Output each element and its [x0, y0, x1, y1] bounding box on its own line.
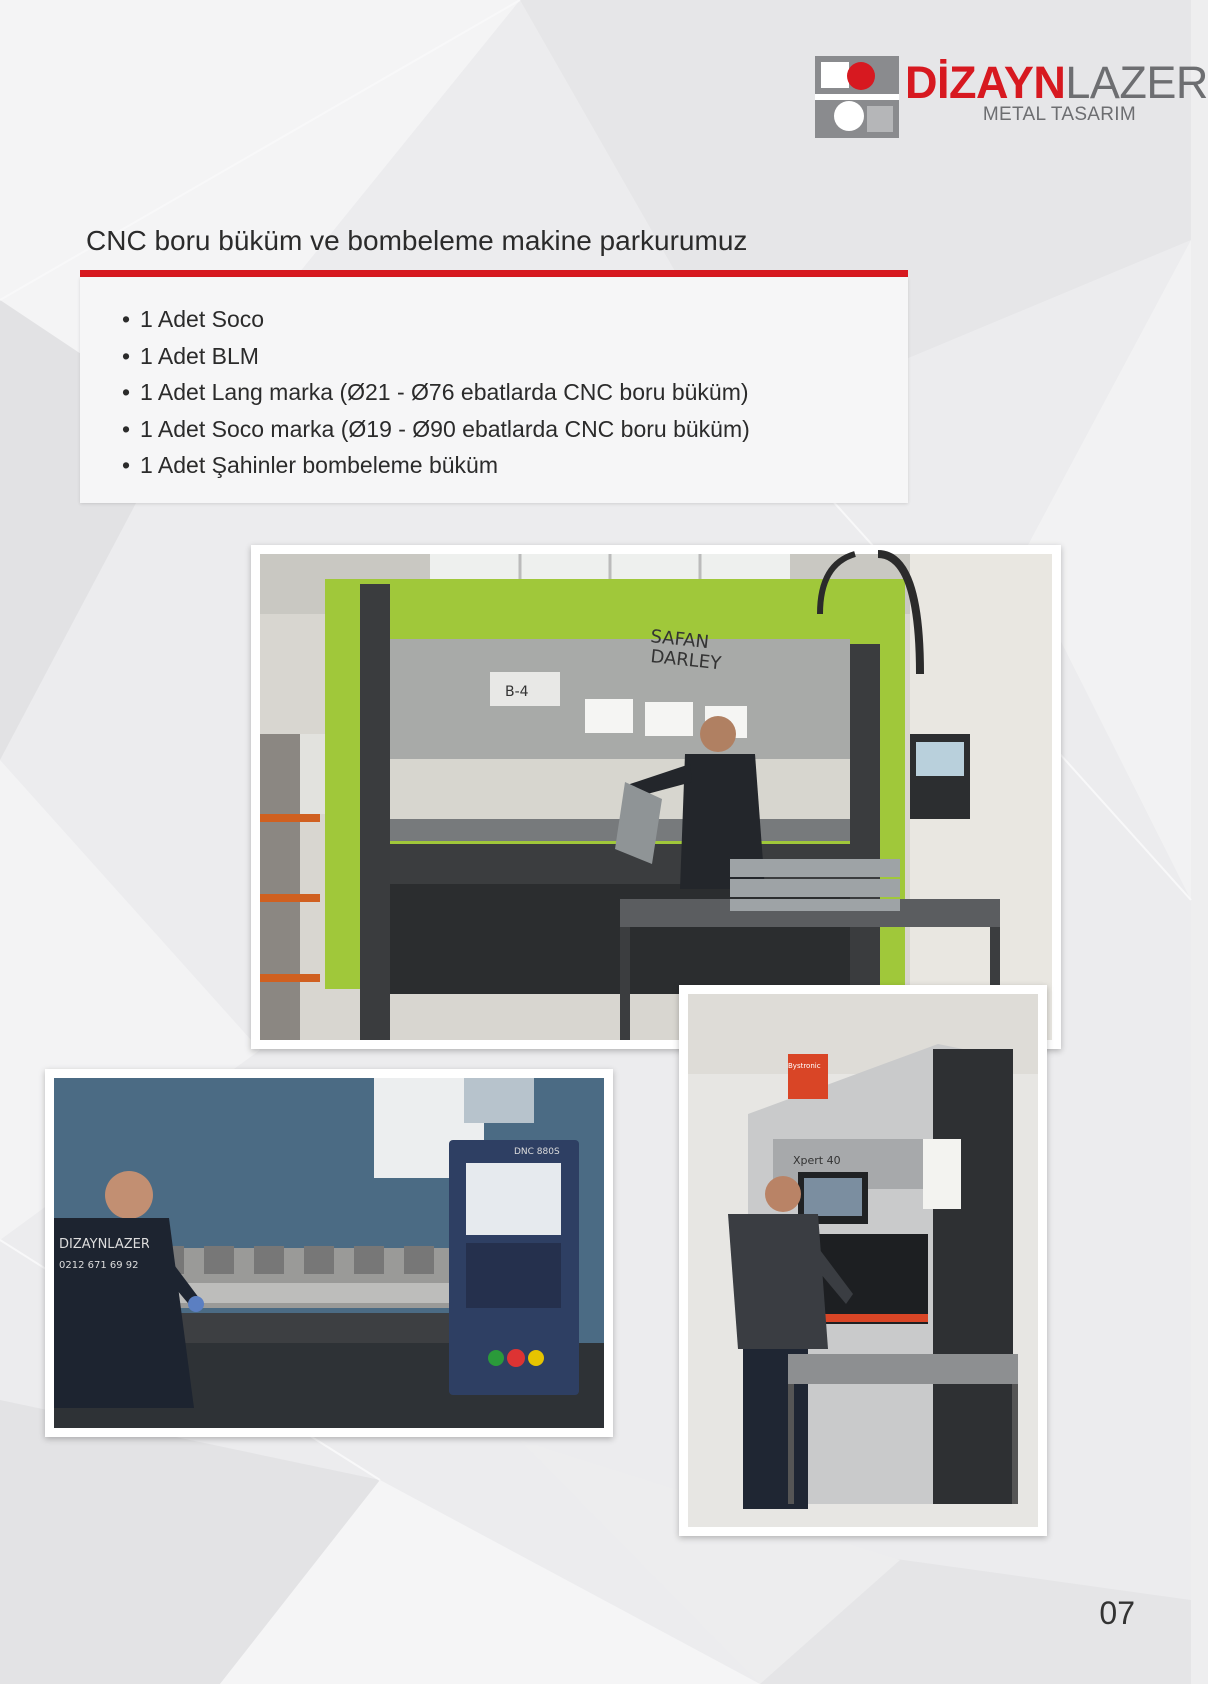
logo-name-red: DİZAYN — [905, 57, 1066, 108]
logo-wordmark — [905, 58, 1208, 108]
bullet-icon: • — [122, 379, 131, 405]
list-item: • 1 Adet Soco marka (Ø19 - Ø90 ebatlarda CNC boru büküm) — [122, 411, 908, 448]
bullet-icon: • — [122, 306, 131, 332]
list-item: • 1 Adet BLM — [122, 338, 908, 375]
bullet-icon: • — [122, 415, 131, 442]
logo-name-grey: LAZER — [1065, 57, 1208, 108]
station-tag: B-4 — [505, 684, 529, 700]
press-brake-dnc-image — [54, 1078, 604, 1428]
company-logo — [815, 56, 1208, 138]
section-title: CNC boru büküm ve bombeleme makine parkurumuz — [86, 225, 748, 256]
title-underline — [80, 270, 908, 277]
photo-press-brake-dnc — [45, 1069, 613, 1437]
list-item: • 1 Adet Lang marka (Ø21 - Ø76 ebatlarda CNC boru büküm) — [122, 374, 908, 411]
equipment-list — [80, 277, 908, 484]
machine-brand-safan: SAFAN — [649, 626, 710, 654]
press-brake-green-image — [260, 554, 1052, 1040]
list-item: • 1 Adet Şahinler bombeleme büküm — [122, 447, 908, 484]
jacket-logo-text: DIZAYNLAZER — [59, 1237, 150, 1252]
machine-brand-darley: DARLEY — [649, 646, 723, 675]
logo-mark-icon — [815, 56, 899, 138]
equipment-list-box — [80, 277, 908, 503]
logo-tagline: METAL TASARIM — [982, 104, 1136, 125]
machine-model-label: Xpert 40 — [793, 1154, 841, 1167]
page-number: 07 — [1099, 1595, 1135, 1631]
photo-bystronic-xpert — [679, 985, 1047, 1536]
machine-brand-label: Bystronic — [788, 1062, 821, 1070]
bystronic-xpert-image — [688, 994, 1038, 1527]
photo-press-brake-green — [251, 545, 1061, 1049]
controller-label: DNC 880S — [514, 1147, 560, 1157]
jacket-phone-text: 0212 671 69 92 — [59, 1260, 139, 1271]
list-item: • 1 Adet Soco — [122, 301, 908, 338]
bullet-icon: • — [122, 452, 131, 478]
bullet-icon: • — [122, 342, 131, 369]
